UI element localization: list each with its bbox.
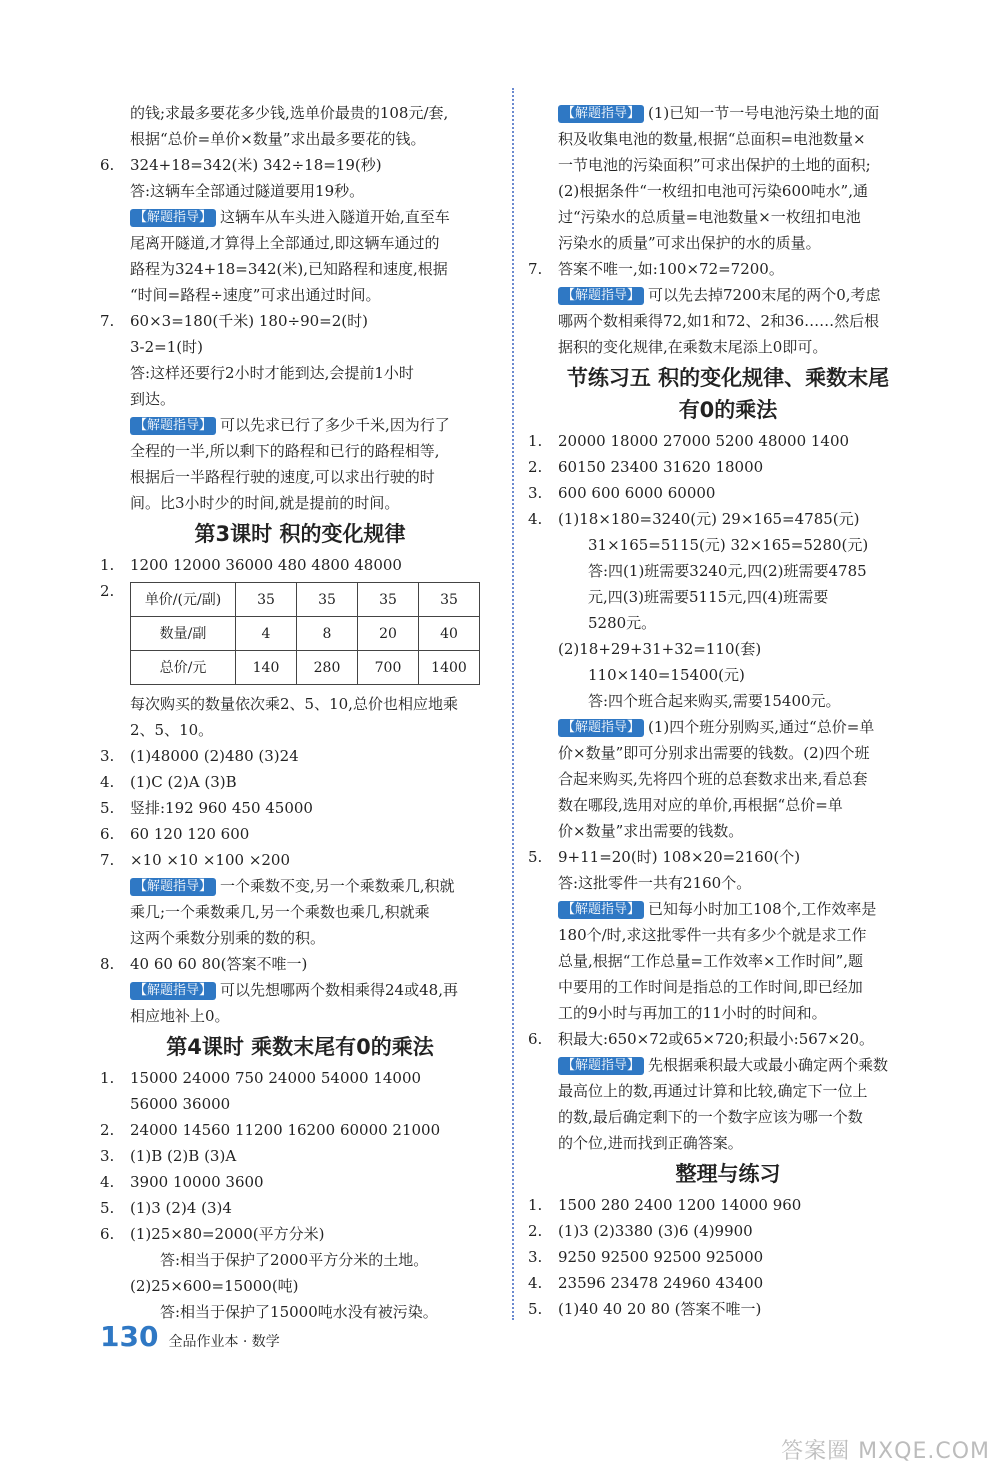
hint-line: 相应地补上0。 [130, 1007, 230, 1025]
hint-line: 中要用的工作时间是指总的工作时间,即已经加 [558, 978, 863, 996]
answer-text: 1500 280 2400 1200 14000 960 [558, 1196, 802, 1214]
table-cell: 35 [297, 583, 358, 617]
answer-line: (2)18+29+31+32=110(套) [558, 640, 762, 658]
answer-6 [100, 152, 500, 204]
review-answer-5 [528, 1296, 928, 1322]
question-number: 7. [100, 312, 115, 330]
lesson3-answer-6 [100, 821, 500, 847]
answer-text: 23596 23478 24960 43400 [558, 1274, 764, 1292]
hint-6-right [528, 100, 928, 256]
question-number: 6. [100, 1225, 115, 1243]
heading-line: 节练习五 积的变化规律、乘数末尾 [566, 366, 890, 390]
question-number: 4. [528, 510, 543, 528]
column-divider [512, 88, 514, 1320]
table-cell: 数量/副 [131, 617, 236, 651]
answer-line: (1)25×80=2000(平方分米) [130, 1225, 325, 1243]
table-cell: 4 [236, 617, 297, 651]
answer-text: 60 120 120 600 [130, 825, 250, 843]
page-footer [100, 1320, 280, 1353]
exercise5-hint-6 [528, 1052, 928, 1156]
question-number: 8. [100, 955, 115, 973]
lesson3-answer-5 [100, 795, 500, 821]
answer-line: 9+11=20(时) 108×20=2160(个) [558, 848, 801, 866]
section-heading-exercise-5 [528, 362, 928, 426]
answer-text: (1)48000 (2)480 (3)24 [130, 747, 299, 765]
question-number: 3. [100, 747, 115, 765]
answer-line: 到达。 [130, 390, 176, 408]
section-heading-lesson-3: 第3课时 积的变化规律 [194, 522, 406, 546]
hint-line: 合起来购买,先将四个班的总套数求出来,看总套 [558, 770, 868, 788]
hint-line: 乘几;一个乘数乘几,另一个乘数也乘几,积就乘 [130, 903, 430, 921]
exercise5-answer-4 [528, 506, 928, 714]
heading-line: 有0的乘法 [678, 398, 778, 422]
hint-line: 工的9小时与再加工的11小时的时间和。 [558, 1004, 827, 1022]
lesson4-answer-1 [100, 1065, 500, 1117]
table-cell: 35 [419, 583, 480, 617]
review-answer-2 [528, 1218, 928, 1244]
hint-text: 可以先想哪两个数相乘得24或48,再 [220, 981, 458, 999]
lesson4-answer-3 [100, 1143, 500, 1169]
table-cell: 8 [297, 617, 358, 651]
hint-line: 过“污染水的总质量=电池数量×一枚纽扣电池 [558, 208, 861, 226]
answer-text: 20000 18000 27000 5200 48000 1400 [558, 432, 850, 450]
question-number: 1. [100, 556, 115, 574]
hint-7-right [528, 282, 928, 360]
table-row [131, 651, 480, 685]
hint-line: 尾离开隧道,才算得上全部通过,即这辆车通过的 [130, 234, 440, 252]
lesson4-answer-4 [100, 1169, 500, 1195]
hint-line: 180个/时,求这批零件一共有多少个就是求工作 [558, 926, 867, 944]
lesson3-answer-2 [100, 578, 500, 743]
question-number: 3. [528, 1248, 543, 1266]
question-number: 5. [100, 799, 115, 817]
hint-line: (2)根据条件“一枚纽扣电池可污染600吨水”,通 [558, 182, 868, 200]
hint-line: 根据后一半路程行驶的速度,可以求出行驶的时 [130, 468, 435, 486]
answer-text: (1)C (2)A (3)B [130, 773, 237, 791]
section-heading-lesson-4: 第4课时 乘数末尾有0的乘法 [166, 1035, 434, 1059]
exercise5-answer-1 [528, 428, 928, 454]
exercise5-answer-2 [528, 454, 928, 480]
answer-line: 56000 36000 [130, 1095, 231, 1113]
hint-badge: 【解题指导】 [558, 719, 644, 737]
hint-text: 可以先去掉7200末尾的两个0,考虑 [648, 286, 881, 304]
text-line: 的钱;求最多要花多少钱,选单价最贵的108元/套, [130, 104, 449, 122]
hint-text: 先根据乘积最大或最小确定两个乘数 [648, 1056, 889, 1074]
hint-line: 最高位上的数,再通过计算和比较,确定下一位上 [558, 1082, 868, 1100]
answer-text: 答案不唯一,如:100×72=7200。 [558, 260, 784, 278]
answer-line: 答:四个班合起来购买,需要15400元。 [588, 692, 841, 710]
hint-line: 的个位,进而找到正确答案。 [558, 1134, 743, 1152]
hint-badge: 【解题指导】 [130, 417, 216, 435]
question-number: 6. [528, 1030, 543, 1048]
hint-badge: 【解题指导】 [558, 105, 644, 123]
hint-line: “时间=路程÷速度”可求出通过时间。 [130, 286, 381, 304]
hint-text: 一个乘数不变,另一个乘数乘几,积就 [220, 877, 455, 895]
answer-line: 5280元。 [588, 614, 657, 632]
question-number: 3. [528, 484, 543, 502]
answer-text: 竖排:192 960 450 45000 [130, 799, 313, 817]
left-column [100, 100, 500, 1325]
answer-line: 3-2=1(时) [130, 338, 203, 356]
lesson3-answer-8 [100, 951, 500, 977]
answer-line: 110×140=15400(元) [588, 666, 745, 684]
table-cell: 280 [297, 651, 358, 685]
hint-line: 污染水的质量”可求出保护的水的质量。 [558, 234, 821, 252]
hint-line: 总量,根据“工作总量=工作效率×工作时间”,题 [558, 952, 864, 970]
answer-line: 答:相当于保护了15000吨水没有被污染。 [160, 1303, 438, 1321]
question-number: 6. [100, 156, 115, 174]
answer-text: (1)B (2)B (3)A [130, 1147, 237, 1165]
price-table [130, 582, 480, 685]
question-number: 4. [100, 1173, 115, 1191]
table-cell: 单价/(元/副) [131, 583, 236, 617]
lesson4-answer-2 [100, 1117, 500, 1143]
lesson4-answer-6 [100, 1221, 500, 1325]
answer-line: 2、5、10。 [130, 721, 214, 739]
hint-line: 的数,最后确定剩下的一个数字应该为哪一个数 [558, 1108, 863, 1126]
hint-6 [100, 204, 500, 308]
question-number: 7. [528, 260, 543, 278]
hint-badge: 【解题指导】 [130, 878, 216, 896]
hint-badge: 【解题指导】 [130, 982, 216, 1000]
answer-text: 积最大:650×72或65×720;积最小:567×20。 [558, 1030, 875, 1048]
lesson3-answer-7 [100, 847, 500, 873]
table-cell: 1400 [419, 651, 480, 685]
answer-7-right [528, 256, 928, 282]
hint-line: 据积的变化规律,在乘数末尾添上0即可。 [558, 338, 828, 356]
answer-text: (1)40 40 20 80 (答案不唯一) [558, 1300, 762, 1318]
table-cell: 35 [236, 583, 297, 617]
hint-line: 数在哪段,选用对应的单价,再根据“总价=单 [558, 796, 843, 814]
question-number: 7. [100, 851, 115, 869]
question-number: 1. [528, 432, 543, 450]
answer-text: ×10 ×10 ×100 ×200 [130, 851, 291, 869]
hint-line: 全程的一半,所以剩下的路程和已行的路程相等, [130, 442, 440, 460]
table-cell: 140 [236, 651, 297, 685]
hint-line: 一节电池的污染面积”可求出保护的土地的面积; [558, 156, 871, 174]
hint-line: 价×数量”求出需要的钱数。 [558, 822, 744, 840]
answer-text: 60150 23400 31620 18000 [558, 458, 764, 476]
answer-text: 24000 14560 11200 16200 60000 21000 [130, 1121, 441, 1139]
review-answer-3 [528, 1244, 928, 1270]
answer-text: 600 600 6000 60000 [558, 484, 716, 502]
question-number: 2. [100, 582, 115, 600]
answer-line: 60×3=180(千米) 180÷90=2(时) [130, 312, 368, 330]
question-number: 2. [528, 458, 543, 476]
answer-line: 答:这批零件一共有2160个。 [558, 874, 752, 892]
hint-text: 已知每小时加工108个,工作效率是 [648, 900, 877, 918]
answer-line: 元,四(3)班需要5115元,四(4)班需要 [588, 588, 829, 606]
answer-line: 15000 24000 750 24000 54000 14000 [130, 1069, 422, 1087]
hint-badge: 【解题指导】 [558, 901, 644, 919]
table-cell: 总价/元 [131, 651, 236, 685]
hint-line: 这两个乘数分别乘的数的积。 [130, 929, 326, 947]
table-cell: 40 [419, 617, 480, 651]
lesson3-hint-8 [100, 977, 500, 1029]
answer-text: (1)3 (2)3380 (3)6 (4)9900 [558, 1222, 753, 1240]
hint-badge: 【解题指导】 [130, 209, 216, 227]
table-row [131, 583, 480, 617]
answer-text: (1)3 (2)4 (3)4 [130, 1199, 232, 1217]
question-number: 3. [100, 1147, 115, 1165]
hint-badge: 【解题指导】 [558, 1057, 644, 1075]
answer-text: 1200 12000 36000 480 4800 48000 [130, 556, 402, 574]
table-cell: 20 [358, 617, 419, 651]
hint-text: 这辆车从车头进入隧道开始,直至车 [220, 208, 450, 226]
question-number: 5. [528, 1300, 543, 1318]
right-column [528, 100, 928, 1322]
exercise5-answer-3 [528, 480, 928, 506]
question-number: 5. [528, 848, 543, 866]
table-cell: 35 [358, 583, 419, 617]
answer-text: 3900 10000 3600 [130, 1173, 264, 1191]
lesson3-answer-1 [100, 552, 500, 578]
question-number: 1. [100, 1069, 115, 1087]
exercise5-answer-6 [528, 1026, 928, 1052]
answer-line: (1)18×180=3240(元) 29×165=4785(元) [558, 510, 860, 528]
hint-text: (1)四个班分别购买,通过“总价=单 [648, 718, 875, 736]
review-answer-1 [528, 1192, 928, 1218]
lesson4-answer-5 [100, 1195, 500, 1221]
hint-line: 积及收集电池的数量,根据“总面积=电池数量× [558, 130, 866, 148]
table-cell: 700 [358, 651, 419, 685]
book-title: 全品作业本 · 数学 [168, 1334, 280, 1350]
lesson3-answer-4 [100, 769, 500, 795]
answer-line: 答:这辆车全部通过隧道要用19秒。 [130, 182, 365, 200]
hint-text: (1)已知一节一号电池污染土地的面 [648, 104, 880, 122]
question-number: 2. [528, 1222, 543, 1240]
question-number: 1. [528, 1196, 543, 1214]
hint-line: 路程为324+18=342(米),已知路程和速度,根据 [130, 260, 448, 278]
hint-line: 价×数量”即可分别求出需要的钱数。(2)四个班 [558, 744, 870, 762]
hint-text: 可以先求已行了多少千米,因为行了 [220, 416, 450, 434]
exercise5-hint-5 [528, 896, 928, 1026]
hint-7 [100, 412, 500, 516]
exercise5-hint-4 [528, 714, 928, 844]
section-heading-review: 整理与练习 [675, 1162, 781, 1186]
question-number: 4. [100, 773, 115, 791]
hint-line: 间。比3小时少的时间,就是提前的时间。 [130, 494, 400, 512]
watermark: 答案圈 MXQE.COM [781, 1439, 990, 1464]
answer-line: 答:这样还要行2小时才能到达,会提前1小时 [130, 364, 414, 382]
answer-line: 324+18=342(米) 342÷18=19(秒) [130, 156, 382, 174]
answer-text: 40 60 60 80(答案不唯一) [130, 955, 308, 973]
exercise5-answer-5 [528, 844, 928, 896]
question-number: 5. [100, 1199, 115, 1217]
hint-badge: 【解题指导】 [558, 287, 644, 305]
hint-line: 哪两个数相乘得72,如1和72、2和36……然后根 [558, 312, 880, 330]
answer-line: 答:相当于保护了2000平方分米的土地。 [160, 1251, 429, 1269]
answer-7 [100, 308, 500, 412]
answer-line: 每次购买的数量依次乘2、5、10,总价也相应地乘 [130, 695, 458, 713]
lesson3-hint-7 [100, 873, 500, 951]
answer-line: (2)25×600=15000(吨) [130, 1277, 299, 1295]
question-number: 4. [528, 1274, 543, 1292]
page-number: 130 [100, 1320, 159, 1353]
answer-line: 31×165=5115(元) 32×165=5280(元) [588, 536, 869, 554]
review-answer-4 [528, 1270, 928, 1296]
text-line: 根据“总价=单价×数量”求出最多要花的钱。 [130, 130, 426, 148]
answer-text: 9250 92500 92500 925000 [558, 1248, 764, 1266]
lesson3-answer-3 [100, 743, 500, 769]
table-row [131, 617, 480, 651]
answer-line: 答:四(1)班需要3240元,四(2)班需要4785 [588, 562, 867, 580]
question-number: 6. [100, 825, 115, 843]
question-number: 2. [100, 1121, 115, 1139]
